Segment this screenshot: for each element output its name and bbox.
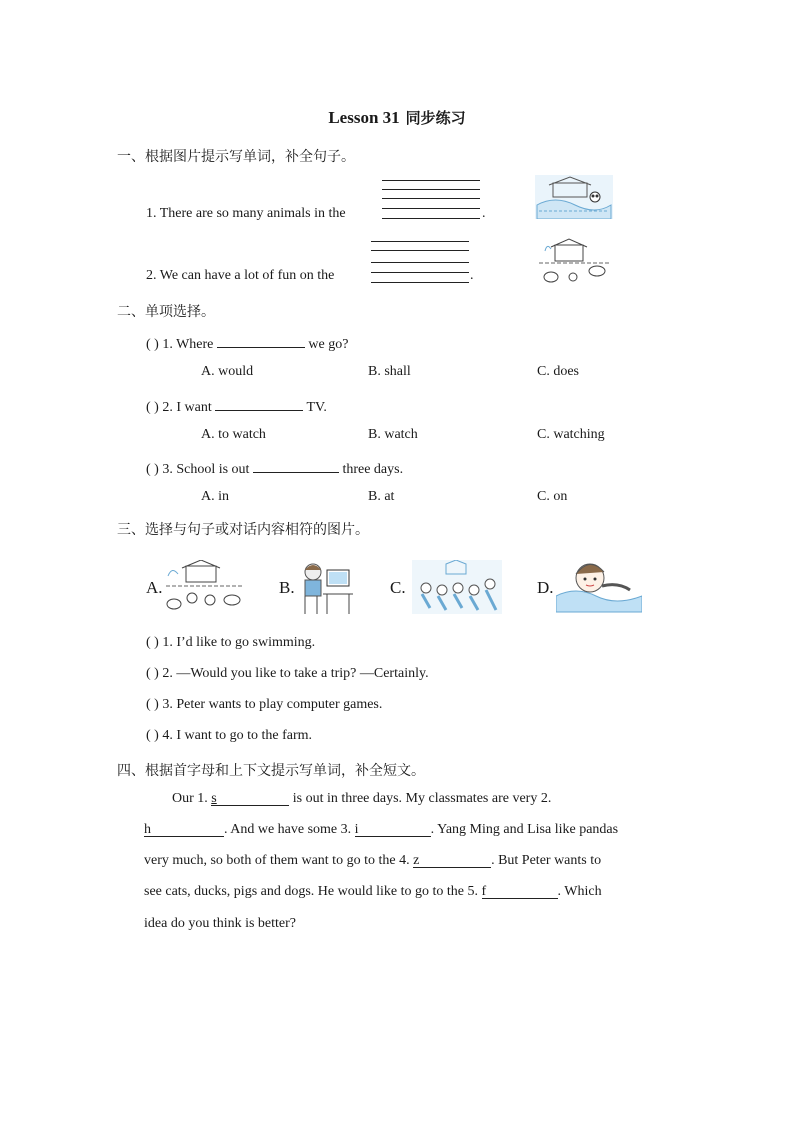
mc-q3-prompt: 3. School is out bbox=[162, 462, 250, 477]
blank-2-initial: h bbox=[144, 822, 151, 837]
zoo-picture bbox=[535, 175, 613, 219]
answer-paren[interactable]: ( ) bbox=[146, 462, 159, 477]
mc-q2-option-a[interactable]: A. to watch bbox=[201, 427, 266, 442]
passage-line-2 bbox=[144, 822, 618, 838]
swimming-scene-picture bbox=[556, 556, 642, 614]
mc-q1-option-c[interactable]: C. does bbox=[537, 364, 579, 379]
part1-q2 bbox=[146, 268, 334, 284]
answer-paren[interactable]: ( ) bbox=[146, 337, 159, 352]
picture-label-d: D. bbox=[537, 578, 554, 597]
title-en: Lesson 31 bbox=[328, 108, 400, 127]
trip-scene-picture bbox=[412, 560, 502, 614]
mc-q2-prompt: 2. I want bbox=[162, 400, 212, 415]
mc-q1-option-b[interactable]: B. shall bbox=[368, 364, 411, 379]
mc-q1-prompt: 1. Where bbox=[162, 337, 214, 352]
part1-q1-period: . bbox=[482, 206, 486, 221]
mc-q2-blank[interactable] bbox=[215, 396, 303, 411]
mc-q3-option-c[interactable]: C. on bbox=[537, 489, 568, 504]
answer-paren[interactable]: ( ) bbox=[146, 635, 159, 650]
section-3-heading: 三、选择与句子或对话内容相符的图片。 bbox=[117, 522, 369, 538]
answer-paren[interactable]: ( ) bbox=[146, 728, 159, 743]
answer-paren[interactable]: ( ) bbox=[146, 400, 159, 415]
passage-blank-2[interactable] bbox=[144, 822, 224, 837]
mc-q3-suffix: three days. bbox=[342, 462, 404, 477]
passage-line-3 bbox=[144, 853, 601, 869]
match-item-3 bbox=[146, 697, 382, 713]
part1-q2-period: . bbox=[470, 268, 474, 283]
passage-text: Our 1. bbox=[172, 791, 208, 806]
passage-blank-1[interactable] bbox=[211, 791, 289, 806]
picture-label-a: A. bbox=[146, 578, 163, 597]
blank-3-initial: i bbox=[354, 822, 359, 837]
mc-q3-option-b[interactable]: B. at bbox=[368, 489, 395, 504]
answer-lines-q2[interactable] bbox=[371, 233, 469, 283]
passage-blank-4[interactable] bbox=[413, 853, 491, 868]
section-2-heading: 二、单项选择。 bbox=[117, 304, 215, 320]
passage-text: . Which bbox=[557, 884, 602, 899]
match-item-2 bbox=[146, 666, 429, 682]
passage-text: . But Peter wants to bbox=[491, 853, 602, 868]
answer-paren[interactable]: ( ) bbox=[146, 666, 159, 681]
section-1-heading: 一、根据图片提示写单词，补全句子。 bbox=[117, 149, 355, 165]
match-item-1 bbox=[146, 635, 315, 651]
blank-5-initial: f bbox=[481, 884, 487, 899]
mc-q3-blank[interactable] bbox=[253, 458, 339, 473]
part1-q1 bbox=[146, 206, 346, 222]
mc-q1-option-a[interactable]: A. would bbox=[201, 364, 254, 379]
passage-text: very much, so both of them want to go to the 4. bbox=[144, 853, 410, 868]
farm-scene-picture bbox=[164, 560, 246, 614]
mc-question-3 bbox=[146, 458, 403, 478]
mc-question-1 bbox=[146, 333, 348, 353]
passage-blank-5[interactable] bbox=[482, 884, 558, 899]
match-item-1-text: 1. I’d like to go swimming. bbox=[162, 635, 316, 650]
picture-label-c: C. bbox=[390, 578, 406, 597]
mc-q1-suffix: we go? bbox=[308, 337, 349, 352]
page-title bbox=[0, 107, 794, 128]
mc-q1-blank[interactable] bbox=[217, 333, 305, 348]
mc-q2-suffix: TV. bbox=[306, 400, 327, 415]
part1-q1-text: 1. There are so many animals in the bbox=[146, 206, 346, 221]
passage-text: . And we have some 3. bbox=[224, 822, 352, 837]
match-item-4 bbox=[146, 728, 312, 744]
title-cn: 同步练习 bbox=[405, 109, 466, 127]
section-4-heading: 四、根据首字母和上下文提示写单词，补全短文。 bbox=[117, 763, 425, 779]
match-item-4-text: 4. I want to go to the farm. bbox=[162, 728, 313, 743]
passage-line-1 bbox=[172, 791, 551, 807]
match-item-2-text: 2. —Would you like to take a trip? —Certainly. bbox=[162, 666, 429, 681]
passage-line-4 bbox=[144, 884, 602, 900]
part1-q2-text: 2. We can have a lot of fun on the bbox=[146, 268, 335, 283]
computer-scene-picture bbox=[299, 560, 355, 616]
mc-question-2 bbox=[146, 396, 327, 416]
blank-1-initial: s bbox=[211, 791, 217, 806]
passage-blank-3[interactable] bbox=[355, 822, 431, 837]
answer-lines-q1[interactable] bbox=[382, 172, 480, 219]
answer-paren[interactable]: ( ) bbox=[146, 697, 159, 712]
blank-4-initial: z bbox=[413, 853, 420, 868]
farm-picture bbox=[537, 237, 611, 287]
passage-text: . Yang Ming and Lisa like pandas bbox=[430, 822, 619, 837]
mc-q2-option-b[interactable]: B. watch bbox=[368, 427, 418, 442]
mc-q2-option-c[interactable]: C. watching bbox=[537, 427, 605, 442]
passage-text: see cats, ducks, pigs and dogs. He would like to go to the 5. bbox=[144, 884, 479, 899]
passage-text: is out in three days. My classmates are very 2. bbox=[292, 791, 552, 806]
passage-line-5: idea do you think is better? bbox=[144, 916, 297, 931]
picture-label-b: B. bbox=[279, 578, 295, 597]
match-item-3-text: 3. Peter wants to play computer games. bbox=[162, 697, 383, 712]
mc-q3-option-a[interactable]: A. in bbox=[201, 489, 229, 504]
